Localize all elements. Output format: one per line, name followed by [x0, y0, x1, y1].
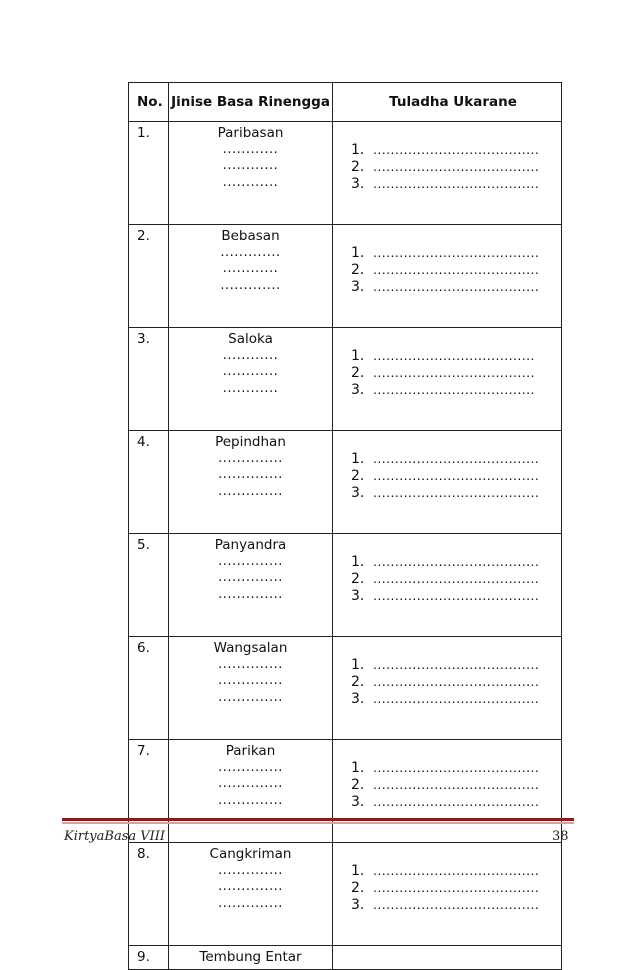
example-number: 1.: [351, 142, 365, 158]
example-blank: ......................................: [373, 587, 540, 603]
example-line: [333, 382, 561, 399]
example-line: [333, 365, 561, 382]
example-blank: ......................................: [373, 570, 540, 586]
example-line: [333, 279, 561, 296]
table-body: [129, 122, 562, 970]
example-number: 2.: [351, 467, 365, 484]
row-number: 6.: [129, 637, 169, 740]
example-line: [333, 554, 561, 571]
table-row: [129, 534, 562, 637]
example-blank: ......................................: [373, 467, 540, 483]
tuladha-cell: [333, 225, 562, 328]
example-line: [333, 760, 561, 777]
example-blank: ......................................: [373, 554, 540, 569]
example-number: 3.: [351, 587, 365, 604]
example-line: [333, 176, 561, 193]
example-number: 2.: [351, 570, 365, 587]
header-tuladha: Tuladha Ukarane: [333, 83, 562, 122]
example-blank: ......................................: [373, 484, 540, 500]
jenis-blank-line: .............: [220, 244, 281, 260]
example-line: [333, 674, 561, 691]
example-line: [333, 468, 561, 485]
row-number: 7.: [129, 740, 169, 843]
example-blank: ......................................: [373, 245, 540, 260]
example-blank: ......................................: [373, 793, 540, 809]
example-line: [333, 451, 561, 468]
header-jenis: Jinise Basa Rinengga: [169, 83, 333, 122]
jenis-blank-line: ..............: [218, 792, 283, 808]
tuladha-cell: [333, 843, 562, 946]
example-number: 1.: [351, 348, 365, 364]
tuladha-cell: [333, 740, 562, 843]
jenis-blank-line: ..............: [218, 759, 283, 775]
footer-rule: [62, 818, 574, 821]
jenis-name: Saloka: [228, 331, 273, 347]
jenis-blank-line: ..............: [218, 656, 283, 672]
jenis-name: Parikan: [225, 743, 276, 759]
footer-book-title: KirtyaBasa VIII: [64, 829, 166, 844]
row-number: 8.: [129, 843, 169, 946]
tuladha-cell: [333, 328, 562, 431]
table-row: [129, 843, 562, 946]
example-line: [333, 588, 561, 605]
example-blank: ......................................: [373, 879, 540, 895]
jenis-blank-line: ............: [222, 380, 279, 396]
row-number: 1.: [129, 122, 169, 225]
jenis-name: Panyandra: [214, 537, 287, 553]
example-number: 3.: [351, 793, 365, 810]
example-line: [333, 245, 561, 262]
example-blank: .....................................: [373, 381, 535, 397]
example-line: [333, 262, 561, 279]
example-line: [333, 880, 561, 897]
example-line: [333, 142, 561, 159]
jenis-blank-line: .............: [220, 277, 281, 293]
table-row: [129, 431, 562, 534]
jenis-cell: [169, 946, 333, 970]
basa-rinengga-table: [128, 82, 562, 970]
example-line: [333, 485, 561, 502]
example-line: [333, 159, 561, 176]
example-blank: ......................................: [373, 175, 540, 191]
example-blank: ......................................: [373, 142, 540, 157]
example-number: 3.: [351, 896, 365, 913]
jenis-blank-line: ..............: [218, 450, 283, 466]
jenis-cell: [169, 431, 333, 534]
jenis-blank-line: ..............: [218, 467, 283, 482]
example-number: 1.: [351, 451, 365, 467]
row-number: 5.: [129, 534, 169, 637]
jenis-blank-line: ............: [222, 158, 279, 173]
table-row: [129, 122, 562, 225]
example-blank: ......................................: [373, 896, 540, 912]
example-blank: ......................................: [373, 451, 540, 466]
example-blank: ......................................: [373, 690, 540, 706]
example-number: 1.: [351, 657, 365, 673]
jenis-blank-line: ............: [222, 261, 279, 276]
example-number: 1.: [351, 554, 365, 570]
tuladha-cell: [333, 637, 562, 740]
tuladha-cell: [333, 122, 562, 225]
jenis-name: Paribasan: [217, 125, 284, 141]
jenis-blank-line: ..............: [218, 673, 283, 688]
jenis-blank-line: ..............: [218, 895, 283, 911]
example-number: 2.: [351, 776, 365, 793]
header-no: No.: [129, 83, 169, 122]
jenis-name: Pepindhan: [215, 434, 286, 450]
table-row: [129, 225, 562, 328]
example-line: [333, 691, 561, 708]
tuladha-cell: [333, 946, 562, 970]
example-number: 2.: [351, 364, 365, 381]
example-blank: .....................................: [373, 348, 535, 363]
table-row: [129, 740, 562, 843]
example-blank: ......................................: [373, 760, 540, 775]
example-number: 3.: [351, 278, 365, 295]
jenis-blank-line: ..............: [218, 570, 283, 585]
example-number: 2.: [351, 261, 365, 278]
jenis-blank-line: ..............: [218, 689, 283, 705]
example-number: 2.: [351, 673, 365, 690]
row-number: 2.: [129, 225, 169, 328]
jenis-blank-line: ..............: [218, 586, 283, 602]
jenis-blank-line: ..............: [218, 776, 283, 791]
example-number: 3.: [351, 175, 365, 192]
jenis-name: Wangsalan: [213, 640, 288, 656]
jenis-blank-line: ..............: [218, 553, 283, 569]
tuladha-cell: [333, 534, 562, 637]
jenis-cell: [169, 225, 333, 328]
example-blank: ......................................: [373, 657, 540, 672]
example-line: [333, 777, 561, 794]
jenis-cell: [169, 740, 333, 843]
example-line: [333, 348, 561, 365]
example-number: 1.: [351, 863, 365, 879]
example-line: [333, 657, 561, 674]
table-row: [129, 946, 562, 970]
row-number: 4.: [129, 431, 169, 534]
jenis-blank-line: ..............: [218, 879, 283, 894]
jenis-blank-line: ..............: [218, 862, 283, 878]
example-blank: .....................................: [373, 364, 535, 380]
tuladha-cell: [333, 431, 562, 534]
example-number: 3.: [351, 381, 365, 398]
jenis-name: Bebasan: [221, 228, 280, 244]
table-row: [129, 637, 562, 740]
row-number: 9.: [129, 946, 169, 970]
example-blank: ......................................: [373, 158, 540, 174]
jenis-cell: [169, 637, 333, 740]
jenis-name: Cangkriman: [209, 846, 292, 862]
jenis-blank-line: ............: [222, 174, 279, 190]
jenis-name: Tembung Entar: [199, 949, 302, 965]
example-number: 1.: [351, 760, 365, 776]
example-line: [333, 897, 561, 914]
jenis-blank-line: ............: [222, 347, 279, 363]
example-number: 2.: [351, 158, 365, 175]
example-blank: ......................................: [373, 278, 540, 294]
jenis-blank-line: ............: [222, 141, 279, 157]
row-number: 3.: [129, 328, 169, 431]
example-number: 2.: [351, 879, 365, 896]
example-number: 1.: [351, 245, 365, 261]
example-line: [333, 794, 561, 811]
example-blank: ......................................: [373, 863, 540, 878]
jenis-blank-line: ..............: [218, 483, 283, 499]
example-blank: ......................................: [373, 261, 540, 277]
jenis-cell: [169, 843, 333, 946]
table-header-row: [129, 83, 562, 122]
footer-rule-light: [62, 822, 574, 824]
jenis-blank-line: ............: [222, 364, 279, 379]
example-blank: ......................................: [373, 673, 540, 689]
example-line: [333, 863, 561, 880]
jenis-cell: [169, 534, 333, 637]
example-number: 3.: [351, 484, 365, 501]
jenis-cell: [169, 122, 333, 225]
footer-page-number: 38: [552, 829, 569, 844]
example-line: [333, 571, 561, 588]
jenis-cell: [169, 328, 333, 431]
example-number: 3.: [351, 690, 365, 707]
table-row: [129, 328, 562, 431]
example-blank: ......................................: [373, 776, 540, 792]
